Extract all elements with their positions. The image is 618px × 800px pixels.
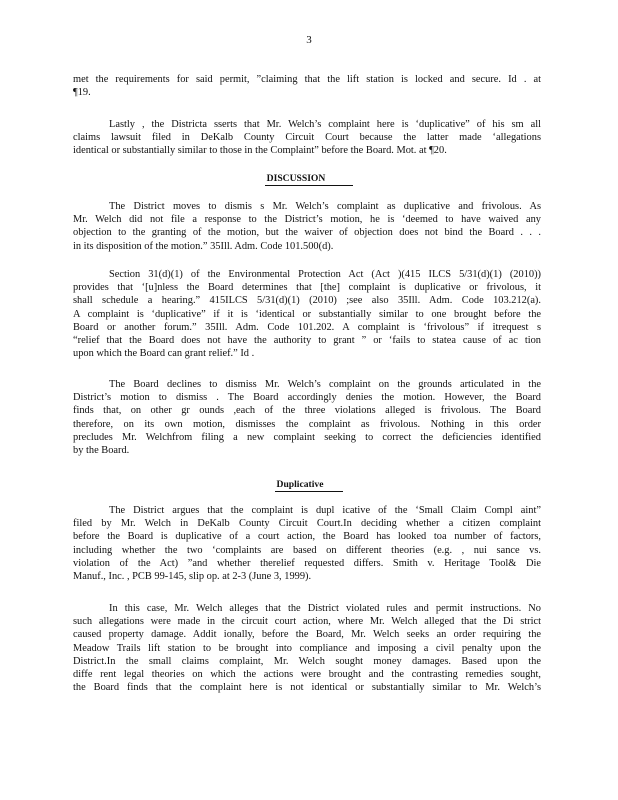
- paragraph-board-declines: [73, 378, 541, 457]
- text-line: District.In the small claims complaint, Mr. Welch sought money damages. Based upon the: [73, 655, 541, 667]
- text-line: In this case, Mr. Welch alleges that the District violated rules and permit instructions. No: [109, 603, 541, 614]
- text-line: upon which the Board can grant relief.” Id .: [73, 348, 255, 360]
- text-line: met the requirements for said permit, ”claiming that the lift station is locked and secure. Id . at: [73, 74, 541, 85]
- text-line: “relief that the Board does not have the authority to grant ” or ‘fails to statea cause of ac tion: [73, 335, 541, 347]
- text-line: Lastly , the Districta sserts that Mr. Welch’s complaint here is ‘duplicative” of his sm all: [109, 119, 541, 130]
- paragraph-in-this-case: [73, 602, 541, 694]
- text-line: The District moves to dismis s Mr. Welch’s complaint as duplicative and frivolous. As: [109, 201, 541, 212]
- text-line: the Board finds that the complaint here is not identical or substantially similar to Mr. Welch’s: [73, 682, 541, 694]
- page-number: 3: [306, 34, 312, 46]
- text-line: by the Board.: [73, 445, 130, 457]
- text-line: therefore, on its own motion, dismisses the complaint as frivolous. Nothing in this order: [73, 418, 541, 430]
- paragraph-motion-to-dismiss: [73, 200, 541, 253]
- section-heading-duplicative: Duplicative: [0, 478, 618, 491]
- text-line: ¶19.: [73, 87, 91, 99]
- text-line: Mr. Welch did not file a response to the District’s motion, he is ‘deemed to have waived any: [73, 214, 541, 226]
- text-line: finds that, on other gr ounds ,each of the three violations alleged is frivolous. The Board: [73, 405, 541, 417]
- text-line: in its disposition of the motion.” 35Ill. Adm. Code 101.500(d).: [73, 240, 334, 252]
- text-line: shall schedule a hearing.” 415ILCS 5/31(d)(1) (2010) ;see also 35Ill. Adm. Code 103.212(a).: [73, 295, 541, 307]
- text-line: precludes Mr. Welchfrom filing a new complaint seeking to correct the deficiencies identified: [73, 431, 541, 443]
- text-line: caused property damage. Addit ionally, before the Board, Mr. Welch seeks an order requiring the: [73, 629, 541, 641]
- text-line: Manuf., Inc. , PCB 99-145, slip op. at 2-3 (June 3, 1999).: [73, 571, 312, 583]
- text-line: such allegations were made in the circuit court action, where Mr. Welch alleged that the Di strict: [73, 616, 541, 628]
- text-line: including whether the two ‘complaints are based on different theories (e.g. , nui sance vs.: [73, 544, 541, 556]
- text-line: diffe rent legal theories on which the actions were brought and the contrasting remedies sought,: [73, 669, 541, 681]
- paragraph-section-31: [73, 268, 541, 360]
- text-line: District’s motion to dismiss . The Board accordingly denies the motion. However, the Board: [73, 392, 541, 404]
- text-line: The Board declines to dismiss Mr. Welch’s complaint on the grounds articulated in the: [109, 379, 541, 390]
- section-heading-discussion: DISCUSSION: [0, 172, 618, 185]
- text-line: violation of the Act) ”and whether therelief requested differs. Smith v. Heritage Tool& Die: [73, 557, 541, 569]
- text-line: claims lawsuit filed in DeKalb County Circuit Court because the latter made ‘allegations: [73, 132, 541, 144]
- paragraph-district-argues: [73, 504, 541, 583]
- paragraph-district-duplicative-claim: [73, 118, 541, 158]
- text-line: Meadow Trails lift station to be brought into compliance and imposing a civil penalty upon the: [73, 642, 541, 654]
- paragraph-board-finding-fragment: [73, 73, 541, 99]
- text-line: filed by Mr. Welch in DeKalb County Circuit Court.In deciding whether a citizen complaint: [73, 518, 541, 530]
- text-line: Section 31(d)(1) of the Environmental Protection Act (Act )(415 ILCS 5/31(d)(1) (2010)): [109, 269, 541, 280]
- text-line: identical or substantially similar to those in the Complaint” before the Board. Mot. at ¶20.: [73, 145, 447, 157]
- text-line: provides that ‘[u]nless the Board determines that [the] complaint is duplicative or frivolous, it: [73, 282, 541, 294]
- text-line: The District argues that the complaint is dupl icative of the ‘Small Claim Compl aint”: [109, 505, 541, 516]
- text-line: before the Board is duplicative of a court action, the Board has looked toa number of factors,: [73, 531, 541, 543]
- text-line: A complaint is ‘duplicative” if it is ‘identical or substantially similar to one brought before the: [73, 308, 541, 320]
- text-line: objection to the granting of the motion, but the waiver of objection does not bind the Board . . .: [73, 227, 541, 239]
- text-line: Board or another forum.” 35Ill. Adm. Code 101.202. A complaint is ‘frivolous” if itrequest s: [73, 321, 541, 333]
